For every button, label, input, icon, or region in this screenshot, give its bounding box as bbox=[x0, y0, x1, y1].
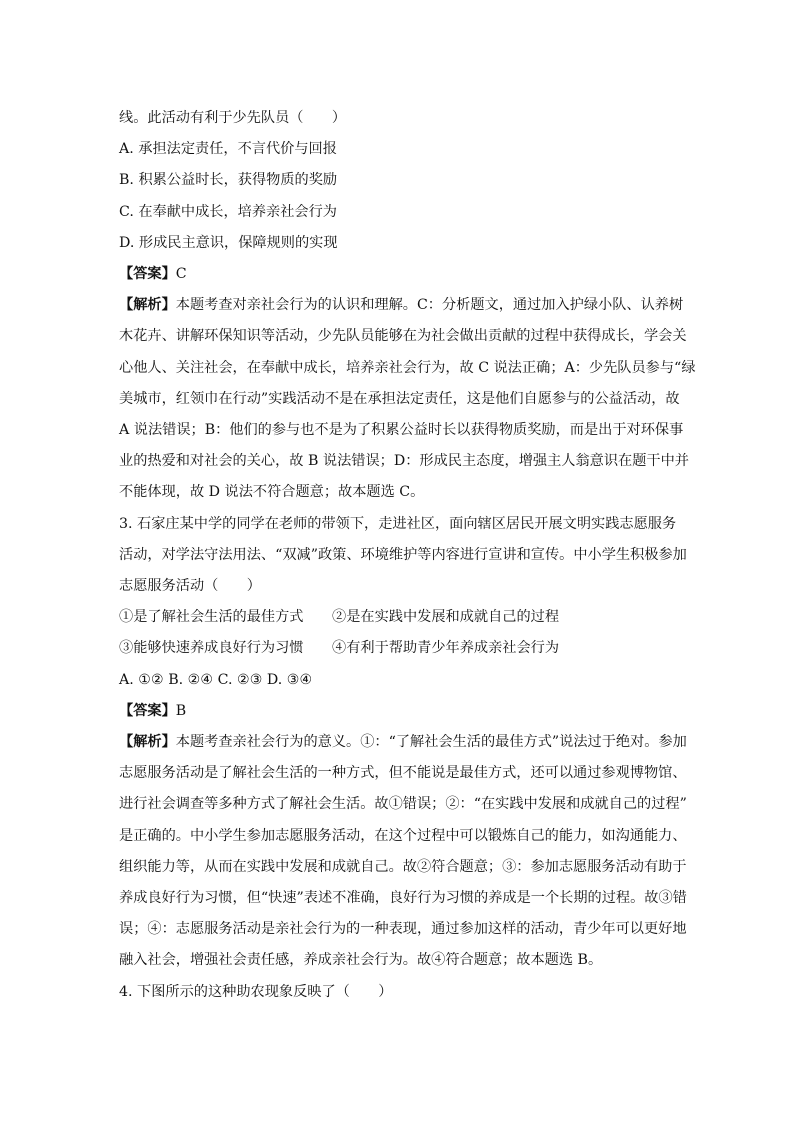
question-3-analysis-line: 误；④：志愿服务活动是亲社会行为的一种表现，通过参加这样的活动，青少年可以更好地 bbox=[119, 921, 687, 938]
page-content bbox=[119, 103, 696, 1008]
question-2-analysis-line bbox=[119, 290, 684, 321]
question-2-analysis-line: 业的热爱和对社会的关心，故 B 说法错误；D：形成民主态度，增强主人翁意识在题干中并 bbox=[119, 453, 689, 470]
question-3-analysis-line: 进行社会调查等多种方式了解社会生活。故①错误；②：“在实践中发展和成就自己的过程” bbox=[119, 796, 687, 813]
question-4-stem: 4. 下图所示的这种助农现象反映了（ ） bbox=[119, 983, 393, 1000]
question-3-analysis-line: 融入社会，增强社会责任感，养成亲社会行为。故④符合题意；故本题选 B。 bbox=[119, 952, 603, 969]
answer-value: B bbox=[175, 702, 187, 719]
question-3-stem-line: 志愿服务活动（ ） bbox=[119, 578, 261, 595]
question-2-analysis-line: 木花卉、讲解环保知识等活动，少先队员能够在为社会做出贡献的过程中获得成长，学会关 bbox=[119, 328, 687, 345]
question-2-analysis-line: 美城市，红领巾在行动”实践活动不是在承担法定责任，这是他们自愿参与的公益活动，故 bbox=[119, 390, 680, 407]
question-2-analysis-line: A 说法错误；B：他们的参与也不是为了积累公益时长以获得物质奖励，而是出于对环保事 bbox=[119, 422, 684, 439]
question-3-statements-row bbox=[119, 633, 681, 664]
question-2-analysis-line: 心他人、关注社会，在奉献中成长，培养亲社会行为，故 C 说法正确；A：少先队员参与“绿 bbox=[119, 359, 696, 376]
question-2-option-a: A. 承担法定责任，不言代价与回报 bbox=[119, 141, 337, 158]
statement-2: ②是在实践中发展和成就自己的过程 bbox=[332, 609, 560, 626]
analysis-tag: 【解析】 bbox=[119, 734, 176, 751]
question-3-analysis-line: 养成良好行为习惯，但“快速”表述不准确，良好行为习惯的养成是一个长期的过程。故③错 bbox=[119, 890, 687, 907]
question-2-answer bbox=[119, 259, 681, 290]
question-3-analysis-line: 志愿服务活动是了解社会生活的一种方式，但不能说是最佳方式，还可以通过参观博物馆、 bbox=[119, 765, 687, 782]
question-2-option-d: D. 形成民主意识，保障规则的实现 bbox=[119, 234, 338, 251]
question-2-option-b: B. 积累公益时长，获得物质的奖励 bbox=[119, 172, 338, 189]
statement-4: ④有利于帮助青少年养成亲社会行为 bbox=[332, 640, 560, 657]
question-3-stem-line: 3. 石家庄某中学的同学在老师的带领下，走进社区，面向辖区居民开展文明实践志愿服务 bbox=[119, 515, 677, 532]
statement-1: ①是了解社会生活的最佳方式 bbox=[119, 609, 304, 626]
analysis-text: 本题考查亲社会行为的意义。①：“了解社会生活的最佳方式”说法过于绝对。参加 bbox=[175, 734, 687, 751]
question-3-answer bbox=[119, 696, 681, 727]
question-2-stem-end: 线。此活动有利于少先队员（ ） bbox=[119, 110, 347, 126]
question-3-analysis-line: 是正确的。中小学生参加志愿服务活动，在这个过程中可以锻炼自己的能力，如沟通能力、 bbox=[119, 827, 687, 844]
question-3-stem-line: 活动，对学法守法用法、“双减”政策、环境维护等内容进行宣讲和宣传。中小学生积极参加 bbox=[119, 546, 687, 563]
answer-tag: 【答案】 bbox=[119, 266, 176, 283]
question-3-choices: A. ①② B. ②④ C. ②③ D. ③④ bbox=[119, 671, 313, 688]
analysis-text: 本题考查对亲社会行为的认识和理解。C：分析题文，通过加入护绿小队、认养树 bbox=[175, 297, 684, 314]
answer-value: C bbox=[175, 266, 187, 283]
answer-tag: 【答案】 bbox=[119, 702, 176, 719]
question-3-analysis-line: 组织能力等，从而在实践中发展和成就自己。故②符合题意；③：参加志愿服务活动有助于 bbox=[119, 858, 687, 875]
statement-3: ③能够快速养成良好行为习惯 bbox=[119, 640, 304, 657]
question-2-option-c: C. 在奉献中成长，培养亲社会行为 bbox=[119, 203, 337, 220]
question-3-analysis-line bbox=[119, 727, 687, 758]
question-2-analysis-line: 不能体现，故 D 说法不符合题意；故本题选 C。 bbox=[119, 484, 425, 501]
question-3-statements-row bbox=[119, 602, 681, 633]
analysis-tag: 【解析】 bbox=[119, 297, 176, 314]
